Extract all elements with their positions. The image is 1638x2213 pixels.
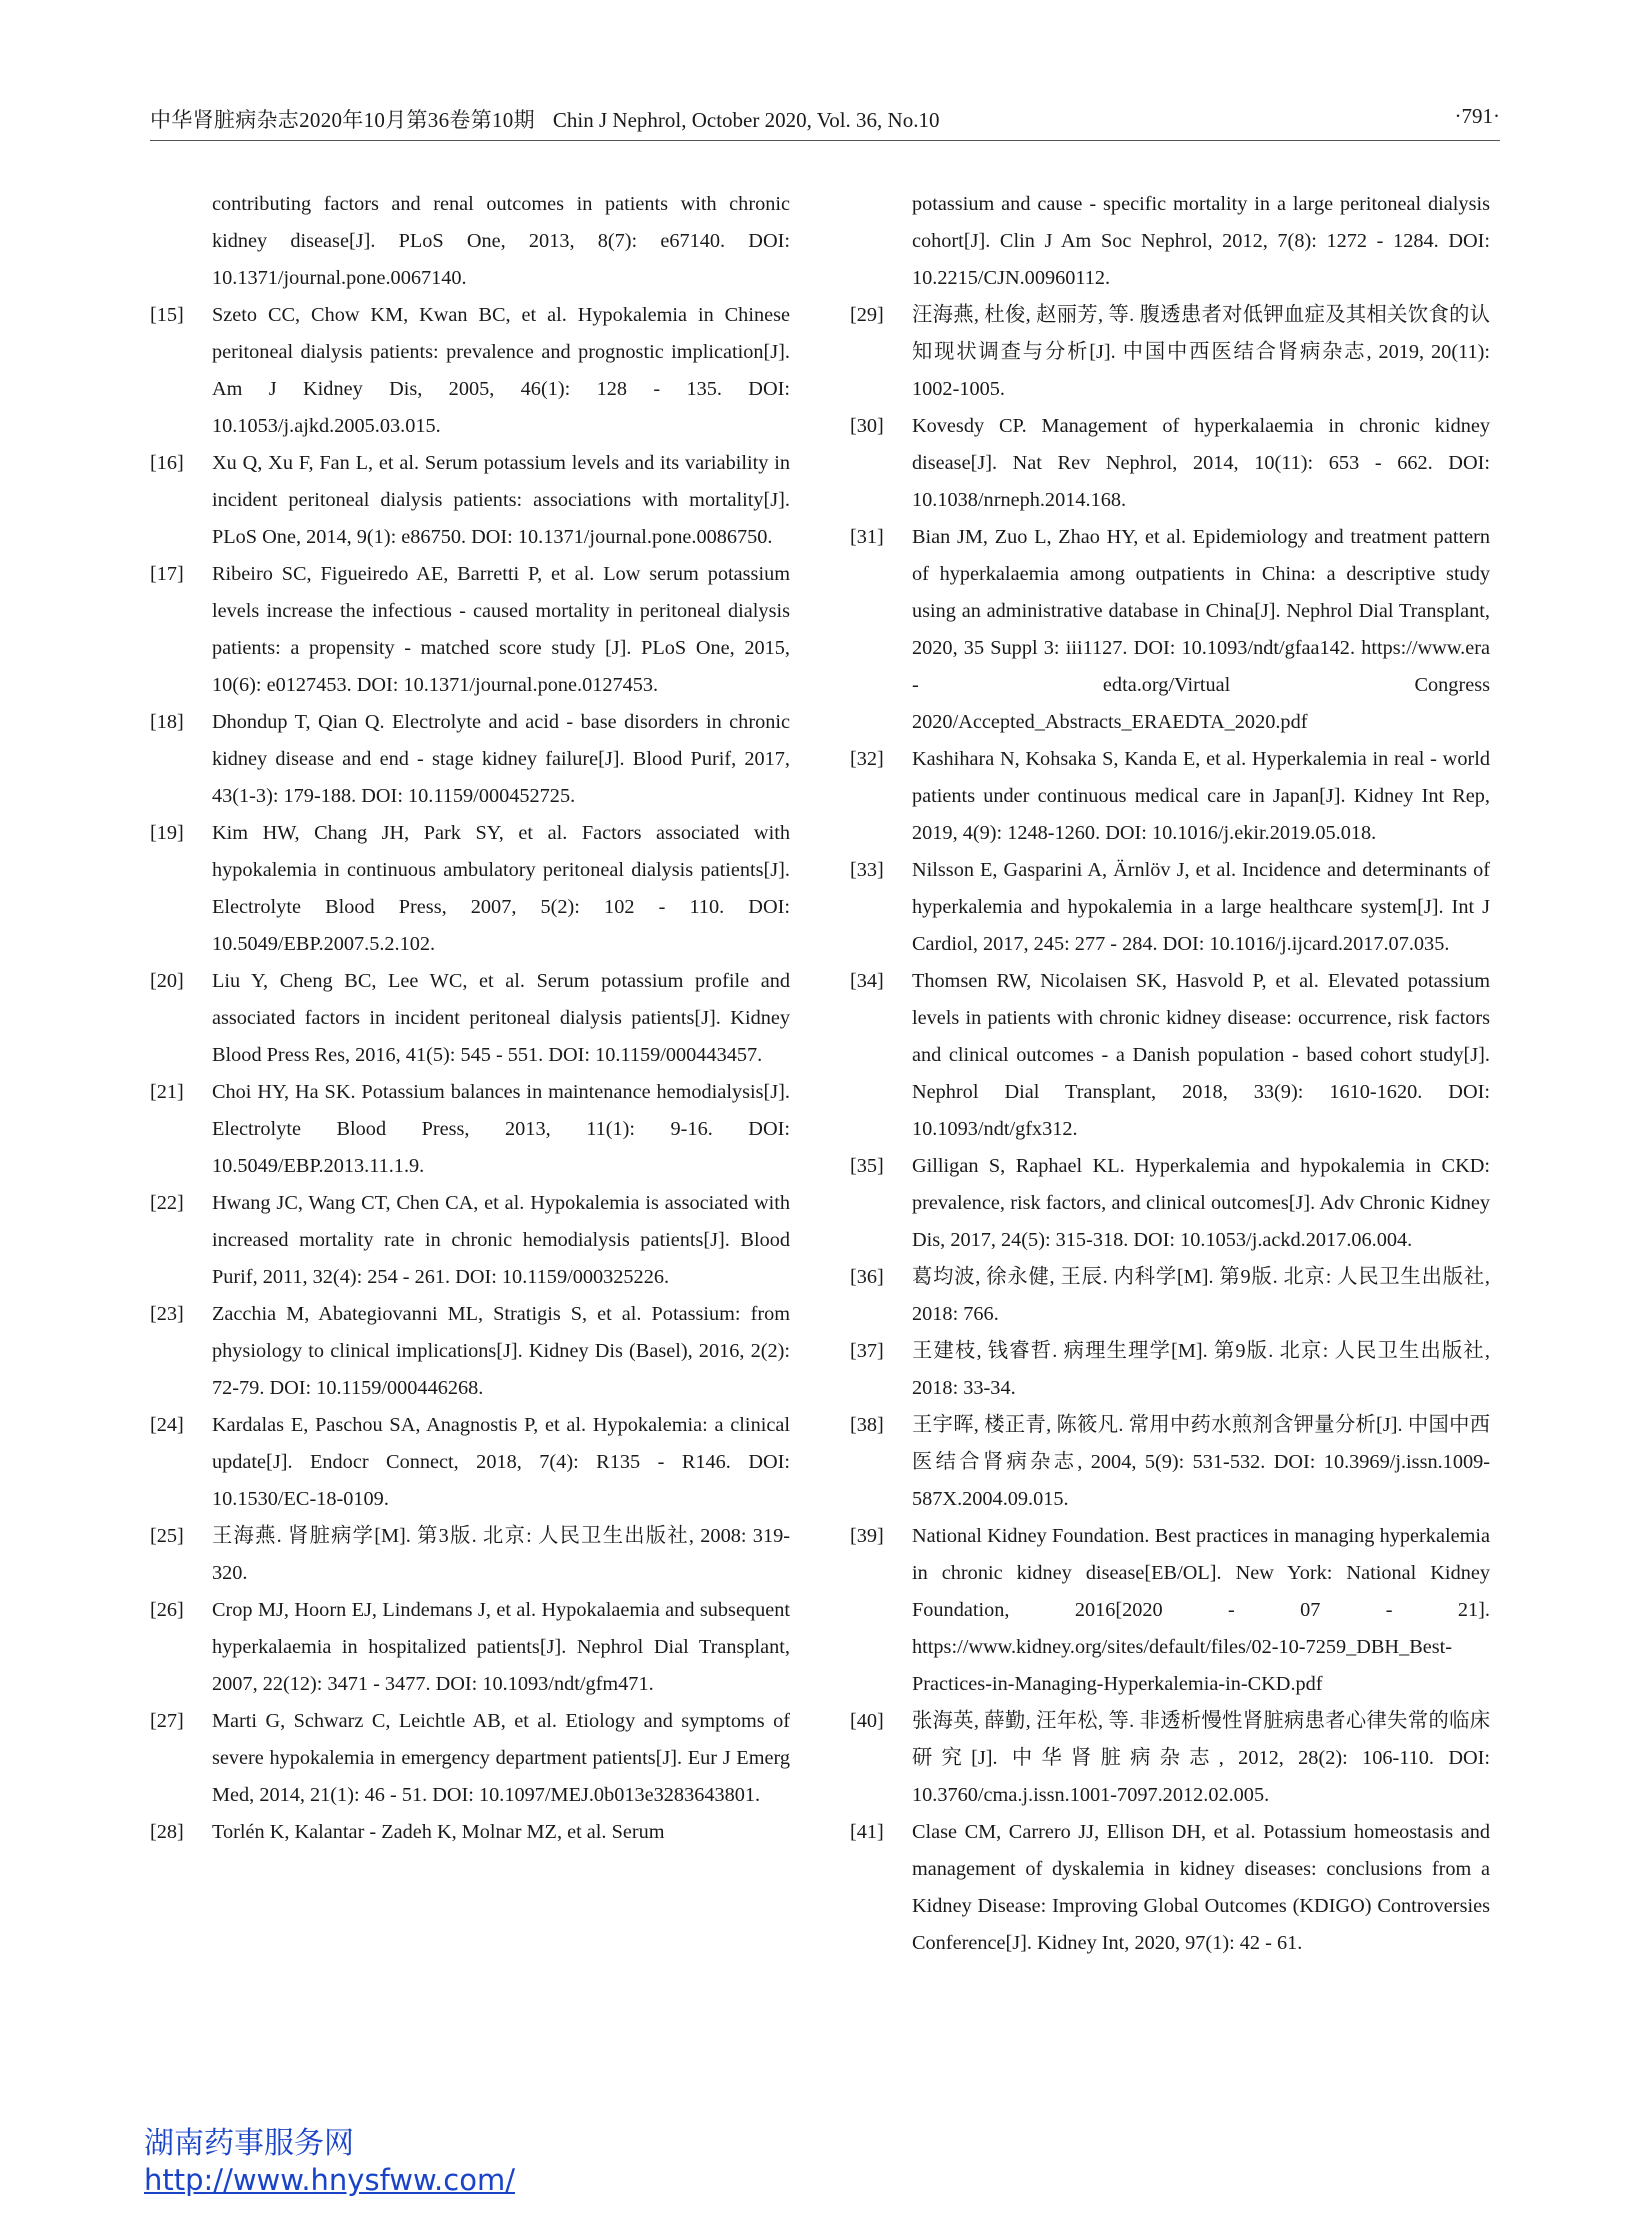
reference-entry (150, 1185, 790, 1296)
reference-text: Kashihara N, Kohsaka S, Kanda E, et al. Hyperkalemia in real - world patients under continuous medical care in Japan[J]. Kidney Int Rep, 2019, 4(9): 1248-1260. DOI: 10.1016/j.ekir.2019.05.018. (912, 748, 1490, 844)
references-right-column (850, 186, 1490, 1962)
reference-number: [19] (150, 822, 184, 844)
reference-number: [41] (850, 1821, 884, 1843)
reference-number: [30] (850, 415, 884, 437)
reference-text: Szeto CC, Chow KM, Kwan BC, et al. Hypokalemia in Chinese peritoneal dialysis patients: prevalence and prognostic implication[J]. Am J Kidney Dis, 2005, 46(1): 128 - 135. DOI: 10.1053/j.ajkd.2005.03.015. (212, 304, 790, 437)
reference-text: 王建枝, 钱睿哲. 病理生理学[M]. 第9版. 北京: 人民卫生出版社, 2018: 33-34. (912, 1340, 1490, 1399)
reference-number: [36] (850, 1266, 884, 1288)
reference-entry (850, 186, 1490, 297)
reference-entry (150, 704, 790, 815)
reference-number: [32] (850, 748, 884, 770)
reference-text: National Kidney Foundation. Best practices in managing hyperkalemia in chronic kidney disease[EB/OL]. New York: National Kidney Foundation, 2016[2020 - 07 - 21]. https://www.kidney.org/sites/default/files/02-10-7259_DBH_Best-Practices-in-Managing-Hyperkalemia-in-CKD.pdf (912, 1525, 1490, 1695)
reference-number: [33] (850, 859, 884, 881)
reference-number: [35] (850, 1155, 884, 1177)
reference-number: [20] (150, 970, 184, 992)
reference-text: Clase CM, Carrero JJ, Ellison DH, et al. Potassium homeostasis and management of dyskalemia in kidney diseases: conclusions from a Kidney Disease: Improving Global Outcomes (KDIGO) Controversies Conference[J]. Kidney Int, 2020, 97(1): 42 - 61. (912, 1821, 1490, 1954)
reference-entry (150, 1407, 790, 1518)
reference-entry (850, 408, 1490, 519)
page-number: ·791· (1454, 104, 1500, 128)
reference-entry (850, 1333, 1490, 1407)
reference-number: [23] (150, 1303, 184, 1325)
reference-text: Liu Y, Cheng BC, Lee WC, et al. Serum potassium profile and associated factors in incident peritoneal dialysis patients[J]. Kidney Blood Press Res, 2016, 41(5): 545 - 551. DOI: 10.1159/000443457. (212, 970, 790, 1066)
journal-citation (150, 104, 939, 134)
reference-entry (850, 519, 1490, 741)
reference-text: Zacchia M, Abategiovanni ML, Stratigis S, et al. Potassium: from physiology to clinical implications[J]. Kidney Dis (Basel), 2016, 2(2): 72-79. DOI: 10.1159/000446268. (212, 1303, 790, 1399)
reference-entry (850, 1148, 1490, 1259)
reference-text: Crop MJ, Hoorn EJ, Lindemans J, et al. Hypokalaemia and subsequent hyperkalaemia in hospitalized patients[J]. Nephrol Dial Transplant, 2007, 22(12): 3471 - 3477. DOI: 10.1093/ndt/gfm471. (212, 1599, 790, 1695)
reference-number: [25] (150, 1525, 184, 1547)
reference-number: [22] (150, 1192, 184, 1214)
reference-entry (150, 1518, 790, 1592)
reference-text: potassium and cause - specific mortality in a large peritoneal dialysis cohort[J]. Clin J Am Soc Nephrol, 2012, 7(8): 1272 - 1284. DOI: 10.2215/CJN.00960112. (912, 193, 1490, 289)
reference-entry (150, 963, 790, 1074)
reference-number: [24] (150, 1414, 184, 1436)
reference-text: 王海燕. 肾脏病学[M]. 第3版. 北京: 人民卫生出版社, 2008: 319-320. (212, 1525, 790, 1584)
header-divider (150, 140, 1500, 141)
reference-text: Torlén K, Kalantar - Zadeh K, Molnar MZ, et al. Serum (212, 1821, 665, 1843)
reference-number: [40] (850, 1710, 884, 1732)
reference-number: [21] (150, 1081, 184, 1103)
reference-entry (850, 1259, 1490, 1333)
reference-entry (850, 963, 1490, 1148)
reference-number: [26] (150, 1599, 184, 1621)
reference-number: [16] (150, 452, 184, 474)
reference-entry (850, 1518, 1490, 1703)
reference-entry (850, 297, 1490, 408)
references-left-column (150, 186, 790, 1851)
reference-number: [15] (150, 304, 184, 326)
reference-text: Kim HW, Chang JH, Park SY, et al. Factors associated with hypokalemia in continuous ambulatory peritoneal dialysis patients[J]. Electrolyte Blood Press, 2007, 5(2): 102 - 110. DOI: 10.5049/EBP.2007.5.2.102. (212, 822, 790, 955)
reference-entry (150, 186, 790, 297)
reference-text: 张海英, 薛勤, 汪年松, 等. 非透析慢性肾脏病患者心律失常的临床研究[J]. 中华肾脏病杂志, 2012, 28(2): 106-110. DOI: 10.3760/cma.j.issn.1001-7097.2012.02.005. (912, 1710, 1490, 1806)
reference-number: [29] (850, 304, 884, 326)
reference-entry (150, 1296, 790, 1407)
reference-entry (150, 815, 790, 963)
watermark-footer (144, 2126, 515, 2198)
reference-entry (150, 556, 790, 704)
reference-entry (850, 852, 1490, 963)
reference-entry (150, 297, 790, 445)
reference-number: [31] (850, 526, 884, 548)
reference-text: Xu Q, Xu F, Fan L, et al. Serum potassium levels and its variability in incident peritoneal dialysis patients: associations with mortality[J]. PLoS One, 2014, 9(1): e86750. DOI: 10.1371/journal.pone.0086750. (212, 452, 790, 548)
reference-text: Choi HY, Ha SK. Potassium balances in maintenance hemodialysis[J]. Electrolyte Blood Press, 2013, 11(1): 9-16. DOI: 10.5049/EBP.2013.11.1.9. (212, 1081, 790, 1177)
reference-number: [17] (150, 563, 184, 585)
reference-entry (150, 445, 790, 556)
site-name: 湖南药事服务网 (144, 2126, 354, 2161)
journal-title-en: Chin J Nephrol, October 2020, Vol. 36, No.10 (552, 108, 940, 132)
reference-number: [39] (850, 1525, 884, 1547)
reference-text: Thomsen RW, Nicolaisen SK, Hasvold P, et al. Elevated potassium levels in patients with chronic kidney disease: occurrence, risk factors and clinical outcomes - a Danish population - based cohort study[J]. Nephrol Dial Transplant, 2018, 33(9): 1610-1620. DOI: 10.1093/ndt/gfx312. (912, 970, 1490, 1140)
reference-entry (150, 1074, 790, 1185)
reference-number: [28] (150, 1821, 184, 1843)
reference-entry (150, 1592, 790, 1703)
reference-entry (150, 1703, 790, 1814)
reference-text: 葛均波, 徐永健, 王辰. 内科学[M]. 第9版. 北京: 人民卫生出版社, 2018: 766. (912, 1266, 1490, 1325)
reference-number: [18] (150, 711, 184, 733)
reference-text: Kovesdy CP. Management of hyperkalaemia in chronic kidney disease[J]. Nat Rev Nephrol, 2014, 10(11): 653 - 662. DOI: 10.1038/nrneph.2014.168. (912, 415, 1490, 511)
reference-number: [34] (850, 970, 884, 992)
reference-number: [38] (850, 1414, 884, 1436)
reference-entry (850, 741, 1490, 852)
site-url-link[interactable]: http://www.hnysfww.com/ (144, 2163, 515, 2197)
reference-text: Gilligan S, Raphael KL. Hyperkalemia and hypokalemia in CKD: prevalence, risk factors, and clinical outcomes[J]. Adv Chronic Kidney Dis, 2017, 24(5): 315-318. DOI: 10.1053/j.ackd.2017.06.004. (912, 1155, 1490, 1251)
reference-text: Dhondup T, Qian Q. Electrolyte and acid - base disorders in chronic kidney disease and end - stage kidney failure[J]. Blood Purif, 2017, 43(1-3): 179-188. DOI: 10.1159/000452725. (212, 711, 790, 807)
reference-text: Kardalas E, Paschou SA, Anagnostis P, et al. Hypokalemia: a clinical update[J]. Endocr Connect, 2018, 7(4): R135 - R146. DOI: 10.1530/EC-18-0109. (212, 1414, 790, 1510)
reference-entry (150, 1814, 790, 1851)
reference-text: Nilsson E, Gasparini A, Ärnlöv J, et al. Incidence and determinants of hyperkalemia and hypokalemia in a large healthcare system[J]. Int J Cardiol, 2017, 245: 277 - 284. DOI: 10.1016/j.ijcard.2017.07.035. (912, 859, 1490, 955)
reference-number: [37] (850, 1340, 884, 1362)
reference-entry (850, 1703, 1490, 1814)
reference-text: contributing factors and renal outcomes in patients with chronic kidney disease[J]. PLoS One, 2013, 8(7): e67140. DOI: 10.1371/journal.pone.0067140. (212, 193, 790, 289)
reference-text: Marti G, Schwarz C, Leichtle AB, et al. Etiology and symptoms of severe hypokalemia in emergency department patients[J]. Eur J Emerg Med, 2014, 21(1): 46 - 51. DOI: 10.1097/MEJ.0b013e3283643801. (212, 1710, 790, 1806)
reference-entry (850, 1407, 1490, 1518)
journal-title-cn: 中华肾脏病杂志2020年10月第36卷第10期 (150, 108, 535, 132)
reference-text: Bian JM, Zuo L, Zhao HY, et al. Epidemiology and treatment pattern of hyperkalaemia among outpatients in China: a descriptive study using an administrative database in China[J]. Nephrol Dial Transplant, 2020, 35 Suppl 3: iii1127. DOI: 10.1093/ndt/gfaa142. https://www.era - edta.org/Virtual Congress 2020/Accepted_Abstracts_ERAEDTA_2020.pdf (912, 526, 1490, 733)
running-header (150, 104, 1500, 138)
reference-text: Hwang JC, Wang CT, Chen CA, et al. Hypokalemia is associated with increased mortality rate in chronic hemodialysis patients[J]. Blood Purif, 2011, 32(4): 254 - 261. DOI: 10.1159/000325226. (212, 1192, 790, 1288)
reference-text: 王宇晖, 楼正青, 陈筱凡. 常用中药水煎剂含钾量分析[J]. 中国中西医结合肾病杂志, 2004, 5(9): 531-532. DOI: 10.3969/j.issn.1009-587X.2004.09.015. (912, 1414, 1490, 1510)
reference-text: Ribeiro SC, Figueiredo AE, Barretti P, et al. Low serum potassium levels increase the infectious - caused mortality in peritoneal dialysis patients: a propensity - matched score study [J]. PLoS One, 2015, 10(6): e0127453. DOI: 10.1371/journal.pone.0127453. (212, 563, 790, 696)
reference-entry (850, 1814, 1490, 1962)
reference-text: 汪海燕, 杜俊, 赵丽芳, 等. 腹透患者对低钾血症及其相关饮食的认知现状调查与分析[J]. 中国中西医结合肾病杂志, 2019, 20(11): 1002-1005. (912, 304, 1490, 400)
reference-number: [27] (150, 1710, 184, 1732)
